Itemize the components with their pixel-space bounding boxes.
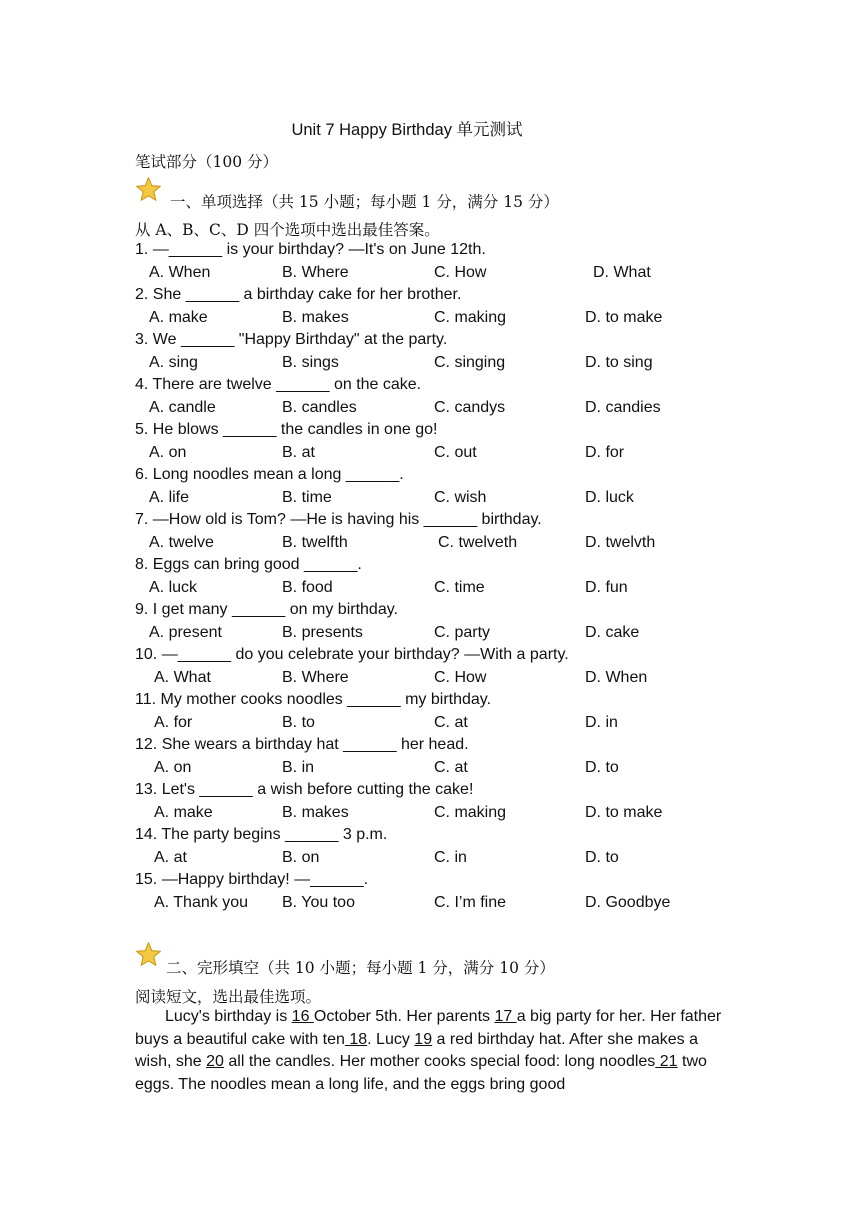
blank-20: 20 (206, 1053, 224, 1070)
question-text: 6. Long noodles mean a long ______. (135, 466, 404, 483)
question-text: 10. —______ do you celebrate your birthday? —With a party. (135, 646, 569, 663)
option-d[interactable]: D. twelvth (585, 533, 656, 551)
question-text: 8. Eggs can bring good ______. (135, 556, 362, 573)
blank-21: 21 (655, 1053, 678, 1070)
question-text: 3. We ______ "Happy Birthday" at the party. (135, 331, 448, 348)
option-b[interactable]: B. on (282, 848, 320, 866)
option-b[interactable]: B. candles (282, 398, 357, 416)
option-a[interactable]: A. on (149, 443, 187, 461)
question-text: 9. I get many ______ on my birthday. (135, 601, 398, 618)
option-b[interactable]: B. makes (282, 308, 349, 326)
option-d[interactable]: D. What (593, 263, 651, 281)
option-a[interactable]: A. present (149, 623, 222, 641)
question-text: 12. She wears a birthday hat ______ her head. (135, 736, 469, 753)
option-c[interactable]: C. party (434, 623, 491, 641)
option-c[interactable]: C. making (434, 308, 507, 326)
option-b[interactable]: B. in (282, 758, 315, 776)
option-d[interactable]: D. When (585, 668, 648, 686)
option-a[interactable]: A. When (149, 263, 211, 281)
section1-instruction: 从 A、B、C、D 四个选项中选出最佳答案。 (135, 221, 440, 239)
option-a[interactable]: A. sing (149, 353, 198, 371)
option-d[interactable]: D. to sing (585, 353, 653, 371)
option-a[interactable]: A. What (154, 668, 211, 686)
option-b[interactable]: B. makes (282, 803, 349, 821)
section2-instruction: 阅读短文，选出最佳选项。 (135, 988, 322, 1006)
star-icon (135, 176, 162, 203)
option-a[interactable]: A. luck (149, 578, 198, 596)
passage-text: all the candles. Her mother cooks special food: long noodles (223, 1053, 656, 1070)
option-c[interactable]: C. How (434, 263, 487, 281)
option-a[interactable]: A. at (154, 848, 187, 866)
option-c[interactable]: C. singing (434, 353, 506, 371)
option-a[interactable]: A. twelve (149, 533, 214, 551)
option-d[interactable]: D. to make (585, 308, 663, 326)
option-d[interactable]: D. luck (585, 488, 634, 506)
option-a[interactable]: A. make (154, 803, 213, 821)
option-c[interactable]: C. at (434, 713, 468, 731)
option-a[interactable]: A. on (154, 758, 192, 776)
question-text: 15. —Happy birthday! —______. (135, 871, 369, 888)
question-text: 1. —______ is your birthday? —It's on June 12th. (135, 241, 486, 258)
question-text: 14. The party begins ______ 3 p.m. (135, 826, 388, 843)
passage-text: a big party for her. Her father buys a beautiful cake with ten (135, 1008, 722, 1048)
option-c[interactable]: C. wish (434, 488, 487, 506)
option-c[interactable]: C. twelveth (438, 533, 518, 551)
written-part-label: 笔试部分（100 分） (135, 153, 279, 171)
option-c[interactable]: C. candys (434, 398, 506, 416)
option-c[interactable]: C. out (434, 443, 477, 461)
option-d[interactable]: D. candies (585, 398, 661, 416)
option-d[interactable]: D. in (585, 713, 618, 731)
option-d[interactable]: D. for (585, 443, 625, 461)
option-a[interactable]: A. Thank you (154, 893, 248, 911)
option-c[interactable]: C. I’m fine (434, 893, 507, 911)
option-c[interactable]: C. in (434, 848, 467, 866)
question-text: 4. There are twelve ______ on the cake. (135, 376, 422, 393)
question-text: 13. Let's ______ a wish before cutting the cake! (135, 781, 474, 798)
option-b[interactable]: B. Where (282, 263, 349, 281)
passage-text: two eggs. The noodles mean a long life, and the eggs bring good (135, 1053, 707, 1093)
option-c[interactable]: C. time (434, 578, 485, 596)
option-c[interactable]: C. How (434, 668, 487, 686)
blank-19: 19 (414, 1030, 433, 1048)
passage-text: October 5th. Her parents (313, 1008, 495, 1025)
passage-text: a red birthday hat. After she makes a wish, she (135, 1030, 699, 1070)
option-d[interactable]: D. Goodbye (585, 893, 671, 911)
blank-17: 17 (494, 1008, 517, 1025)
cloze-passage (135, 1006, 735, 1096)
option-d[interactable]: D. to (585, 848, 619, 866)
option-c[interactable]: C. making (434, 803, 507, 821)
option-d[interactable]: D. to make (585, 803, 663, 821)
option-b[interactable]: B. You too (282, 893, 355, 911)
option-b[interactable]: B. at (282, 443, 315, 461)
option-c[interactable]: C. at (434, 758, 468, 776)
question-text: 11. My mother cooks noodles ______ my birthday. (135, 691, 492, 708)
option-d[interactable]: D. fun (585, 578, 628, 596)
option-b[interactable]: B. presents (282, 623, 363, 641)
question-text: 2. She ______ a birthday cake for her brother. (135, 286, 462, 303)
option-a[interactable]: A. make (149, 308, 208, 326)
section1-heading: 一、单项选择（共 15 小题；每小题 1 分，满分 15 分） (170, 193, 559, 211)
option-b[interactable]: B. to (282, 713, 315, 731)
option-b[interactable]: B. time (282, 488, 332, 506)
option-b[interactable]: B. food (282, 578, 333, 596)
option-b[interactable]: B. Where (282, 668, 349, 686)
option-b[interactable]: B. sings (282, 353, 339, 371)
star-icon (135, 941, 162, 968)
blank-18: 18 (344, 1030, 368, 1048)
option-b[interactable]: B. twelfth (282, 533, 348, 551)
option-a[interactable]: A. life (149, 488, 190, 506)
option-a[interactable]: A. for (154, 713, 193, 731)
blank-16: 16 (291, 1008, 314, 1025)
passage-text: Lucy's birthday is (165, 1008, 292, 1025)
question-text: 5. He blows ______ the candles in one go! (135, 421, 438, 438)
section2-heading: 二、完形填空（共 10 小题；每小题 1 分，满分 10 分） (166, 959, 555, 977)
option-d[interactable]: D. cake (585, 623, 640, 641)
passage-text: . Lucy (367, 1030, 415, 1048)
page-title: Unit 7 Happy Birthday 单元测试 (291, 121, 523, 139)
question-text: 7. —How old is Tom? —He is having his ______ birthday. (135, 511, 542, 528)
option-a[interactable]: A. candle (149, 398, 216, 416)
option-d[interactable]: D. to (585, 758, 619, 776)
